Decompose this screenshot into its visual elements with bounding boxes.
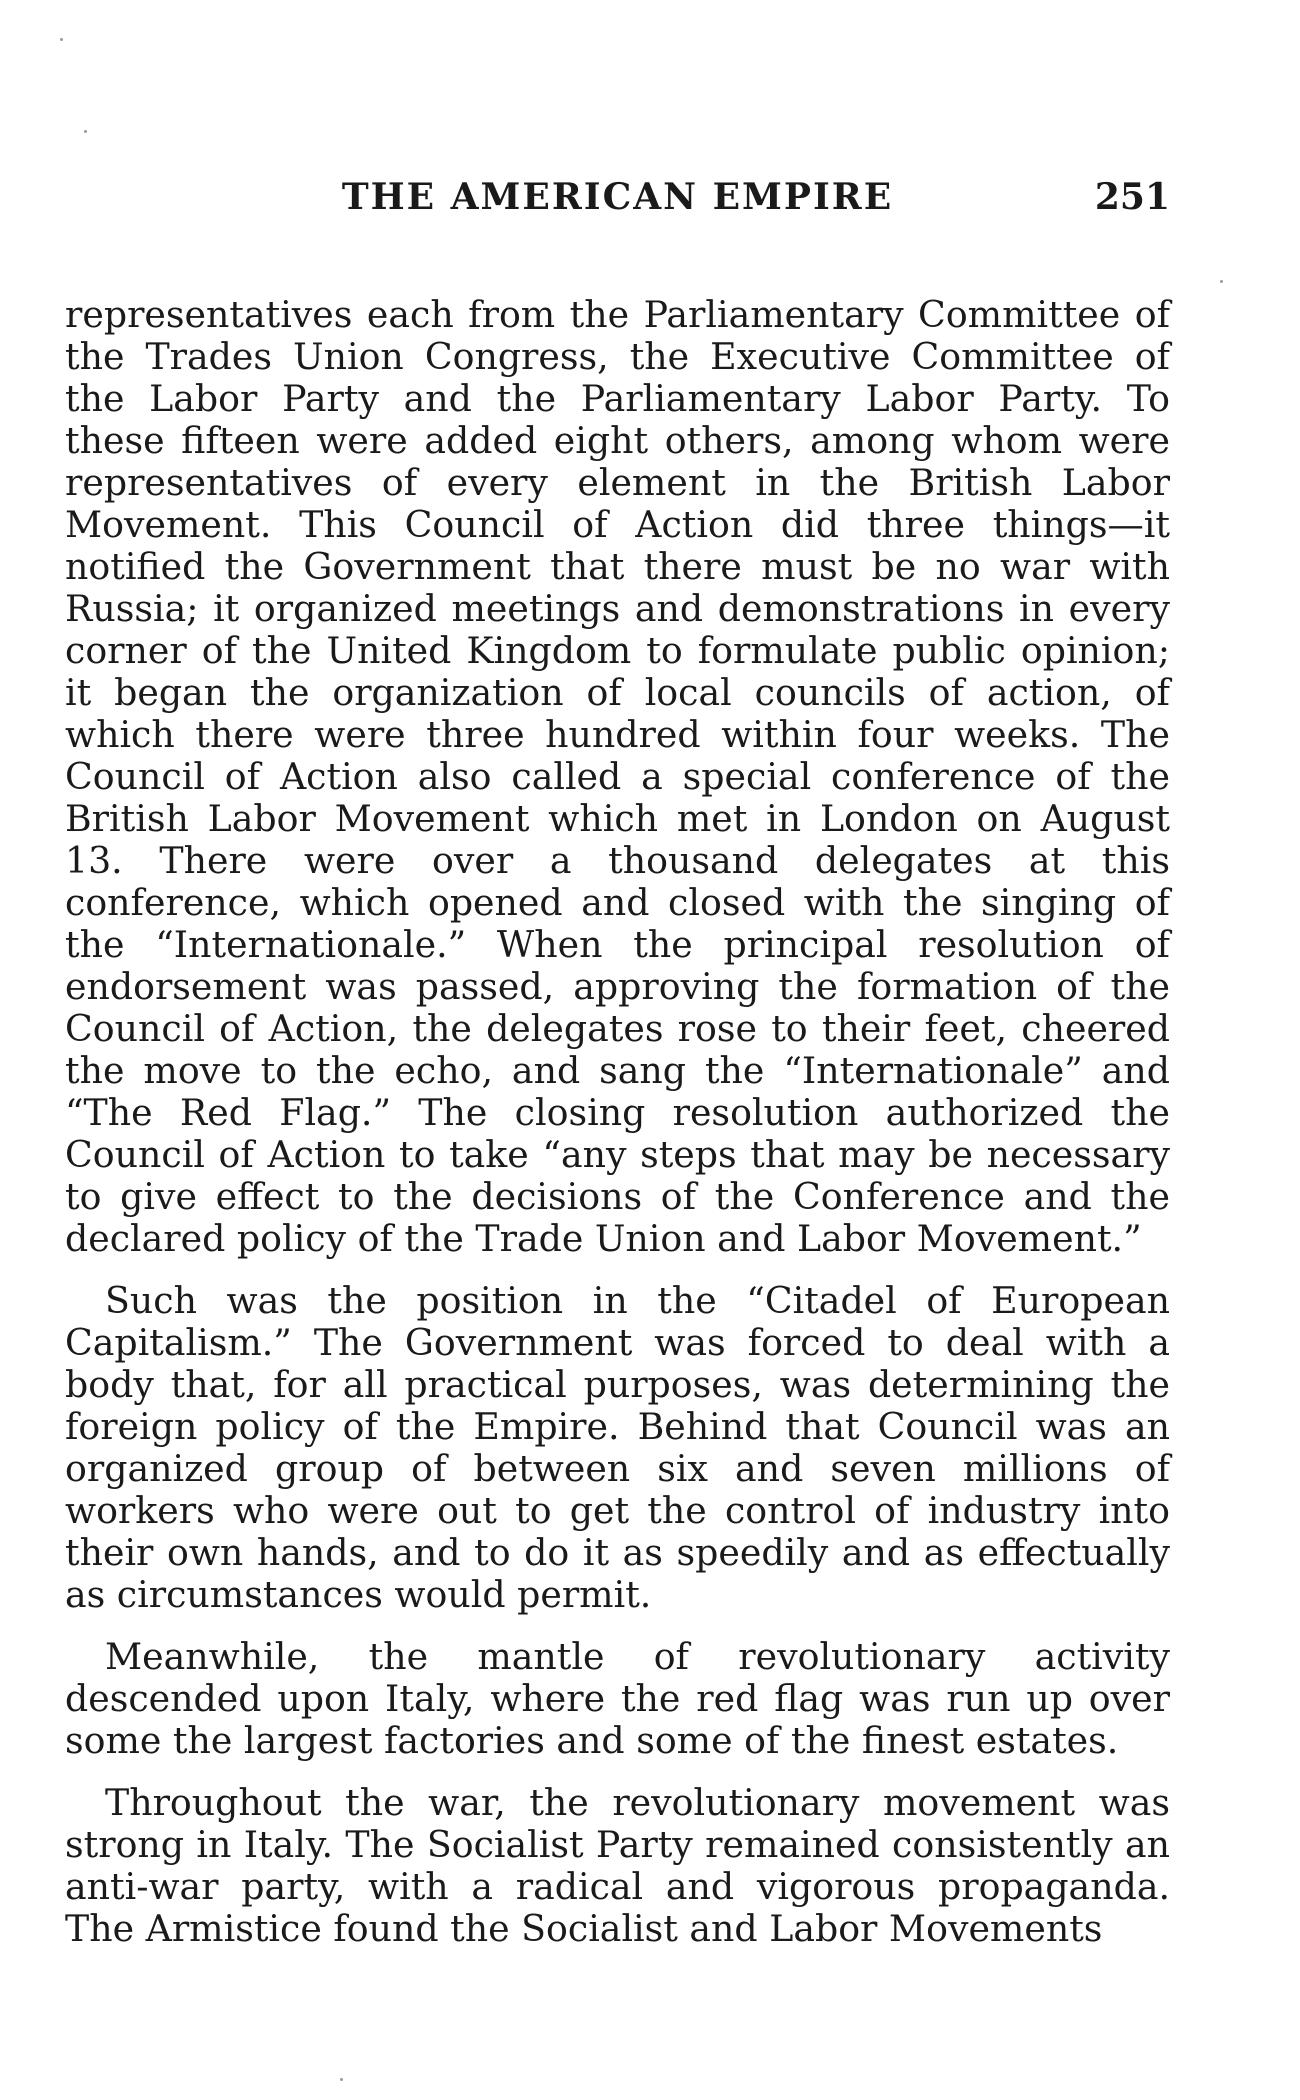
running-header [65,176,1170,222]
paragraph-italy-war: Throughout the war, the revolutionary movement was strong in Italy. The Socialist Party remained consistently an anti-war party, with a radical and vigorous propaganda. The Armistice found the Socialist and Labor Movements [65,1781,1170,1950]
paragraph-italy-mantle: Meanwhile, the mantle of revolutionary activity descended upon Italy, where the red flag was run up over some the largest factories and some of the finest estates. [65,1635,1170,1762]
scan-speck [84,130,87,133]
scan-speck [1220,280,1223,283]
body-text [65,294,1170,1950]
scan-speck [340,2078,343,2081]
running-title: THE AMERICAN EMPIRE [341,176,894,218]
paragraph-citadel: Such was the position in the “Citadel of European Capitalism.” The Government was forced to deal with a body that, for all practical purposes, was determining the foreign policy of the Empire. Behind that Council was an organized group of between six and seven millions of workers who were out to get the control of industry into their own hands, and to do it as speedily and as effectually as circumstances would permit. [65,1279,1170,1616]
scan-speck [60,38,63,41]
paragraph-continued: representatives each from the Parliamentary Committee of the Trades Union Congress, the Executive Committee of the Labor Party and the Parliamentary Labor Party. To these fifteen were added eight others, among whom were representatives of every element in the British Labor Movement. This Council of Action did three things—it notified the Government that there must be no war with Russia; it organized meetings and demonstrations in every corner of the United Kingdom to formulate public opinion; it began the organization of local councils of action, of which there were three hundred within four weeks. The Council of Action also called a special conference of the British Labor Movement which met in London on August 13. There were over a thousand delegates at this conference, which opened and closed with the singing of the “Internationale.” When the principal resolution of endorsement was passed, approving the formation of the Council of Action, the delegates rose to their feet, cheered the move to the echo, and sang the “Internationale” and “The Red Flag.” The closing resolution authorized the Council of Action to take “any steps that may be necessary to give effect to the decisions of the Conference and the declared policy of the Trade Union and Labor Movement.” [65,293,1170,1260]
page-number: 251 [1094,176,1170,218]
